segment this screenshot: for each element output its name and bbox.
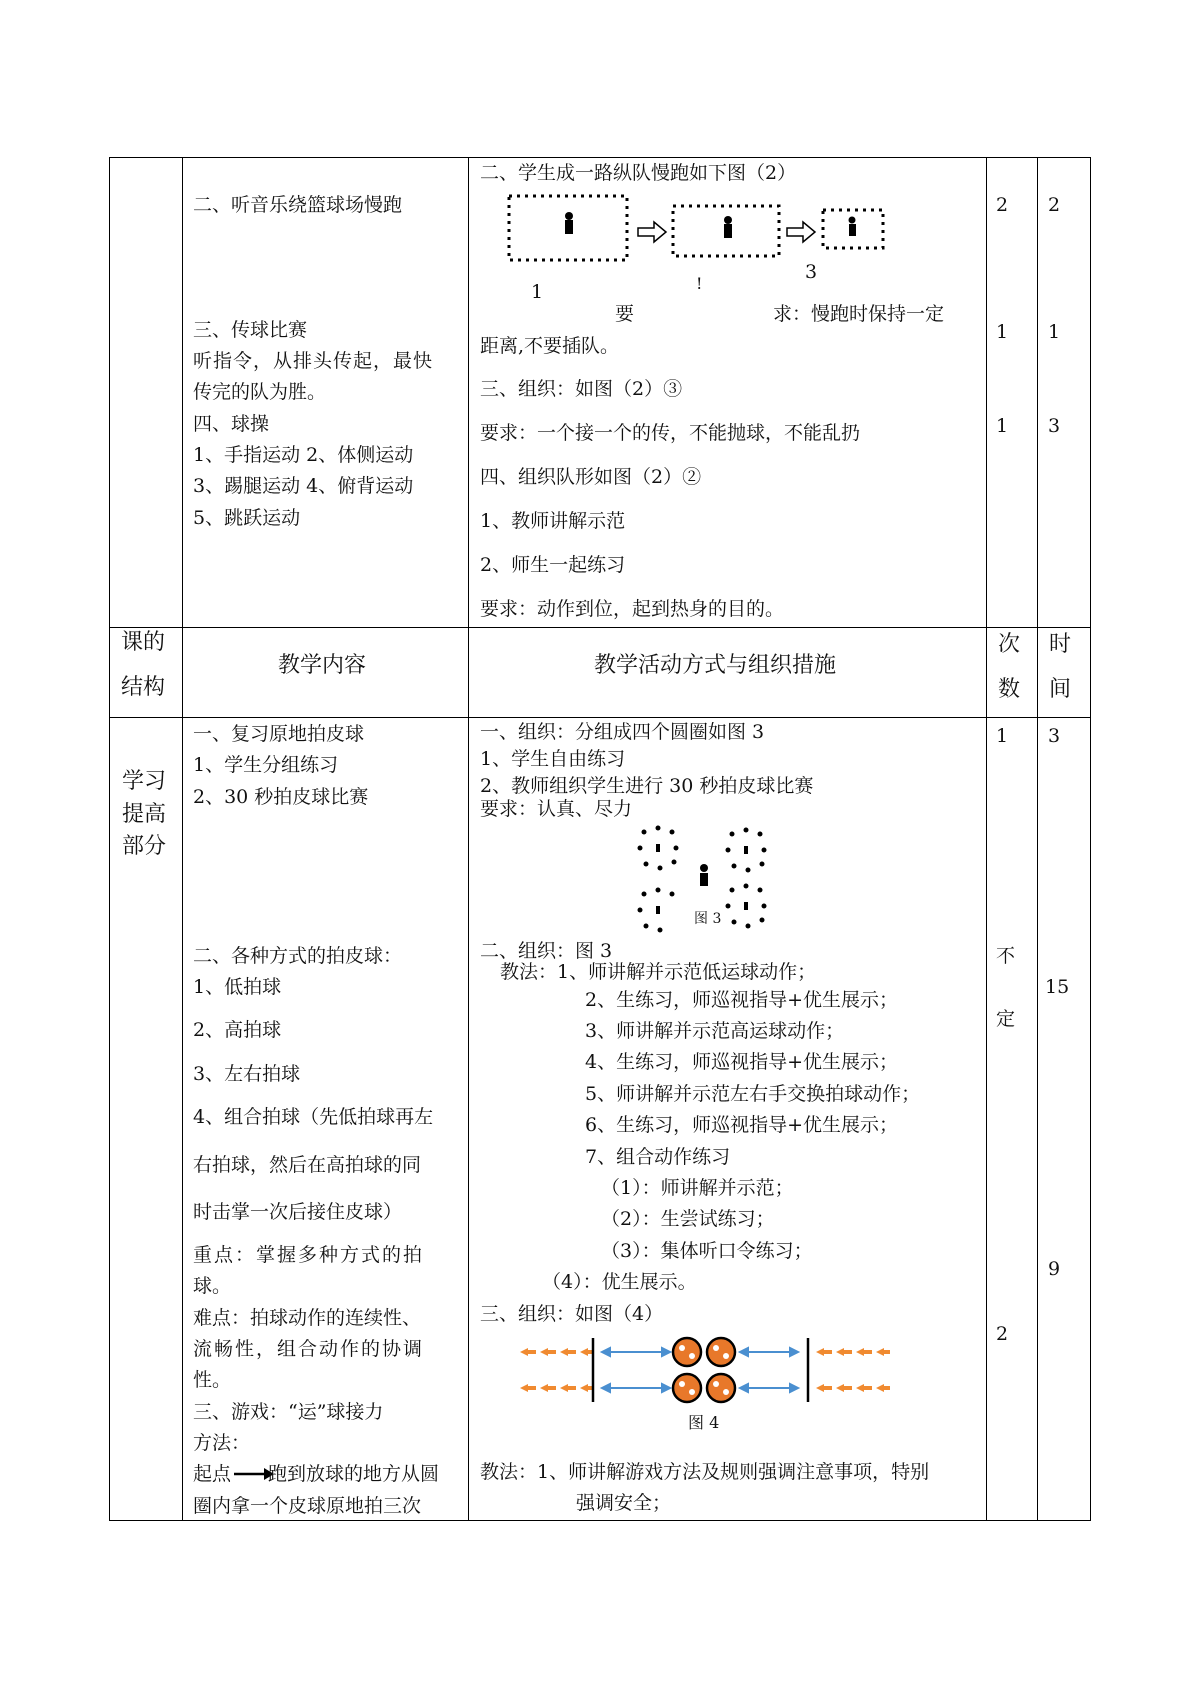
activity-line: 强调安全； [576,1492,672,1514]
content-line: 3、左右拍球 [193,1063,301,1085]
top-activity-line: 距离,不要插队。 [480,335,620,357]
header-minutes: 间 [1049,677,1072,702]
table-bottom-border [109,1520,1090,1521]
header-activity: 教学活动方式与组织措施 [594,653,837,678]
bottom-minutes: 3 [1048,725,1061,747]
top-activity-line: 1、教师讲解示范 [480,510,626,532]
header-times: 数 [998,677,1021,702]
content-line: 2、30 秒拍皮球比赛 [193,786,369,808]
activity-line: 二、组织：图 3 [480,940,613,962]
content-line: 流畅性，组合动作的协调 [193,1338,425,1360]
blue-arrows-left [602,1348,670,1392]
ball-circles [673,1338,735,1402]
bottom-times: 1 [996,725,1009,747]
content-line: 1、学生分组练习 [193,754,339,776]
content-line: 二、各种方式的拍皮球： [193,945,403,967]
activity-line: 5、师讲解并示范左右手交换拍球动作； [585,1083,921,1105]
bottom-minutes: 9 [1048,1258,1061,1280]
arrow-1 [638,222,666,242]
header-teaching-content: 教学内容 [278,653,367,678]
activity-line: 要求：认真、尽力 [480,798,633,820]
figure-2-running-formation [505,192,885,272]
activity-line: 6、生练习，师巡视指导+优生展示； [585,1114,899,1136]
circle-group-tl [638,826,679,871]
figure-4-relay-layout [516,1334,892,1406]
header-structure: 结构 [121,675,166,700]
activity-line: （1）：师讲解并示范； [601,1177,794,1199]
top-times: 2 [996,194,1009,216]
figure-2-label-3: 3 [805,261,818,283]
content-line: 重点：掌握多种方式的拍 [193,1244,425,1266]
col-border-0 [109,157,110,1521]
activity-line: （2）：生尝试练习； [601,1208,775,1230]
activity-line: 教法：1、师讲解游戏方法及规则强调注意事项，特别 [480,1461,930,1483]
formation-1 [509,196,627,260]
table-top-border [109,157,1090,158]
header-minutes: 时 [1049,632,1072,657]
header-bottom-border [109,717,1090,718]
top-content-line: 听指令，从排头传起，最快 [193,350,434,372]
teacher-figure [700,864,708,886]
activity-line: 4、生练习，师巡视指导+优生展示； [585,1051,899,1073]
top-activity-line: 2、师生一起练习 [480,554,626,576]
top-content-line: 3、踢腿运动 4、俯背运动 [193,475,414,497]
bottom-times: 定 [996,1008,1016,1030]
content-line: 一、复习原地拍皮球 [193,723,365,745]
activity-line: 一、组织：分组成四个圆圈如图 3 [480,721,765,743]
blue-arrows-right [740,1348,798,1392]
content-line: 方法： [193,1432,251,1454]
top-content-line: 传完的队为胜。 [193,381,327,403]
figure-4-caption: 图 4 [688,1413,720,1432]
top-activity-line: 要求：一个接一个的传，不能抛球，不能乱扔 [480,422,861,444]
bottom-times: 2 [996,1323,1009,1345]
top-times: 1 [996,415,1009,437]
content-line: 时击掌一次后接住皮球） [193,1201,403,1223]
top-activity-line: 要 [615,303,635,325]
formation-2 [673,206,779,256]
activity-line: 3、师讲解并示范高运球动作； [585,1020,845,1042]
bottom-times: 不 [996,945,1016,967]
content-line: 右拍球，然后在高拍球的同 [193,1154,422,1176]
content-line: 2、高拍球 [193,1019,282,1041]
activity-line: 1、学生自由练习 [480,748,626,770]
top-activity-line: 三、组织：如图（2）③ [480,378,683,400]
activity-line: 教法：1、师讲解并示范低运球动作； [500,961,817,983]
activity-line: 2、生练习，师巡视指导+优生展示； [585,989,899,1011]
top-minutes: 2 [1048,194,1061,216]
content-line: 1、低拍球 [193,976,282,998]
top-activity-line: 要求：动作到位，起到热身的目的。 [480,598,785,620]
col-border-3 [986,157,987,1521]
content-line: 球。 [193,1275,232,1297]
runner-row-left [520,1348,594,1392]
top-activity-line: 二、学生成一路纵队慢跑如下图（2） [480,162,797,184]
top-activity-line: 四、组织队形如图（2）② [480,466,702,488]
content-line: 性。 [193,1369,232,1391]
top-content-line: 二、听音乐绕篮球场慢跑 [193,194,403,216]
top-minutes: 3 [1048,415,1061,437]
top-content-line: 1、手指运动 2、体侧运动 [193,444,414,466]
section-label: 提高 [122,802,167,827]
content-line: 跑到放球的地方从圆 [268,1463,440,1485]
activity-line: 7、组合动作练习 [585,1146,731,1168]
col-border-5 [1090,157,1091,1521]
top-times: 1 [996,321,1009,343]
formation-3 [823,210,883,248]
content-line: 4、组合拍球（先低拍球再左 [193,1106,434,1128]
content-line: 起点 [193,1463,232,1485]
section-label: 学习 [122,769,167,794]
section-label: 部分 [122,834,167,859]
header-times: 次 [998,632,1021,657]
figure-2-label-1: 1 [531,281,544,303]
top-content-line: 5、跳跃运动 [193,507,301,529]
activity-line: （4）：优生展示。 [542,1271,697,1293]
runner-row-right [816,1348,890,1392]
content-line: 圈内拿一个皮球原地拍三次 [193,1495,422,1517]
figure-3-caption: 图 3 [694,911,722,927]
activity-line: 2、教师组织学生进行 30 秒拍皮球比赛 [480,775,814,797]
activity-line: 三、组织：如图（4） [480,1303,664,1325]
circle-group-bl [638,888,675,933]
content-line: 三、游戏：“运”球接力 [193,1401,384,1423]
col-border-4 [1037,157,1038,1521]
arrow-2 [787,222,815,242]
col-border-1 [182,157,183,1521]
activity-line: （3）：集体听口令练习； [601,1240,813,1262]
circle-group-tr [726,828,767,873]
circle-group-br [726,884,767,929]
content-line: 难点：拍球动作的连续性、 [193,1307,422,1329]
top-content-line: 四、球操 [193,413,270,435]
col-border-2 [468,157,469,1521]
header-top-border [109,627,1090,628]
bottom-minutes: 15 [1045,976,1070,998]
top-activity-line: 求：慢跑时保持一定 [773,303,945,325]
header-structure: 课的 [121,630,166,655]
figure-2-label-2: ! [696,274,703,293]
top-minutes: 1 [1048,321,1061,343]
top-content-line: 三、传球比赛 [193,319,308,341]
